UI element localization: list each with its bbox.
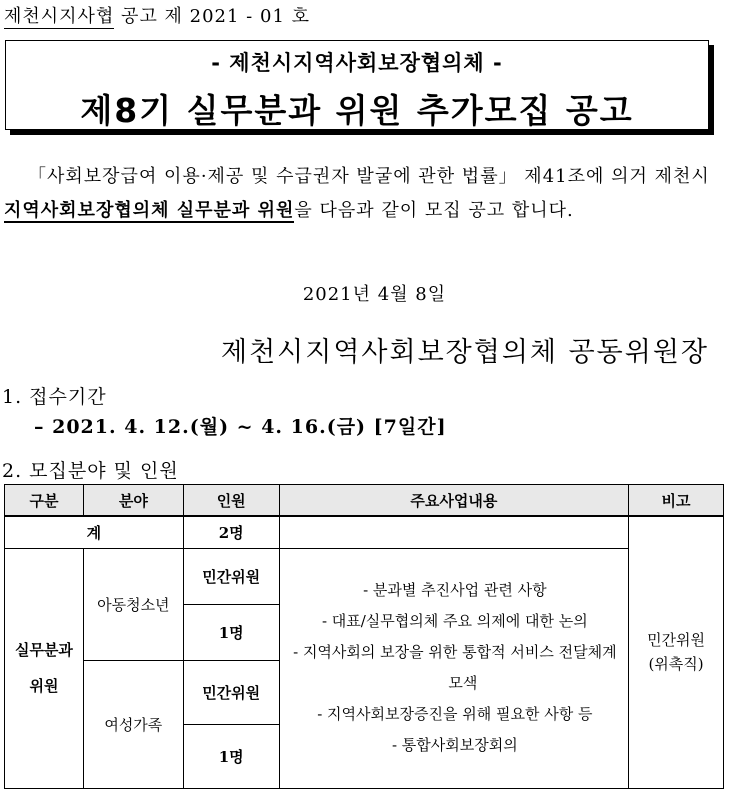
division-cell xyxy=(5,548,84,788)
member-type-2: 민간위원 xyxy=(183,660,279,724)
field-name-2: 여성가족 xyxy=(83,660,183,788)
header-note: 비고 xyxy=(629,485,724,517)
title-main: 제8기 실무분과 위원 추가모집 공고 xyxy=(80,91,634,130)
header-details: 주요사업내용 xyxy=(279,485,628,517)
details-list xyxy=(286,575,624,761)
note-cell xyxy=(629,516,724,788)
details-item: - 지역사회의 보장을 위한 통합적 서비스 전달체계 모색 xyxy=(293,643,617,692)
count-2: 1명 xyxy=(183,724,279,788)
details-item: - 분과별 추진사업 관련 사항 xyxy=(363,581,547,599)
count-1: 1명 xyxy=(183,604,279,660)
notice-number-rest: 공고 제 2021 - 01 호 xyxy=(114,6,311,27)
details-item: - 지역사회보장증진을 위해 필요한 사항 등 xyxy=(317,705,593,723)
header-division: 구분 xyxy=(5,485,84,517)
intro-text-1: 「사회보장급여 이용·제공 및 수급권자 발굴에 관한 법률」 제41조에 의거 제천시 xyxy=(28,166,710,187)
reception-period: – 2021. 4. 12.(월) ~ 4. 16.(금) [7일간] xyxy=(34,416,447,438)
table-header-row xyxy=(5,485,724,517)
section2-heading: 2. 모집분야 및 인원 xyxy=(2,460,179,482)
table-row xyxy=(5,548,724,604)
notice-org: 제천시지사협 xyxy=(4,6,115,27)
note-line1: 민간위원 xyxy=(647,631,706,650)
section1-heading: 1. 접수기간 xyxy=(2,386,107,408)
notice-number xyxy=(4,2,310,28)
details-item: - 대표/실무협의체 주요 의제에 대한 논의 xyxy=(321,612,588,630)
field-name-1: 아동청소년 xyxy=(83,548,183,660)
issuer: 제천시지역사회보장협의체 공동위원장 xyxy=(221,337,709,368)
recruitment-table xyxy=(4,484,724,789)
notice-date: 2021년 4월 8일 xyxy=(302,284,447,305)
total-count: 2명 xyxy=(183,516,279,548)
intro-emphasis: 지역사회보장협의체 실무분과 위원 xyxy=(4,200,295,221)
division-line2: 위원 xyxy=(29,677,59,695)
division-line1: 실무분과 xyxy=(14,641,73,659)
header-count: 인원 xyxy=(183,485,279,517)
table-row-total xyxy=(5,516,724,548)
note-line2: (위촉직) xyxy=(648,655,704,674)
total-label: 계 xyxy=(5,516,184,548)
intro-text-2: 을 다음과 같이 모집 공고 합니다. xyxy=(294,200,574,221)
member-type-1: 민간위원 xyxy=(183,548,279,604)
header-field: 분야 xyxy=(83,485,183,517)
details-item: - 통합사회보장회의 xyxy=(391,736,518,754)
total-details-empty xyxy=(279,516,628,548)
intro-paragraph xyxy=(4,160,712,228)
title-subtitle: - 제천시지역사회보장협의체 - xyxy=(211,51,503,75)
details-cell xyxy=(279,548,628,788)
title-box xyxy=(5,40,709,130)
